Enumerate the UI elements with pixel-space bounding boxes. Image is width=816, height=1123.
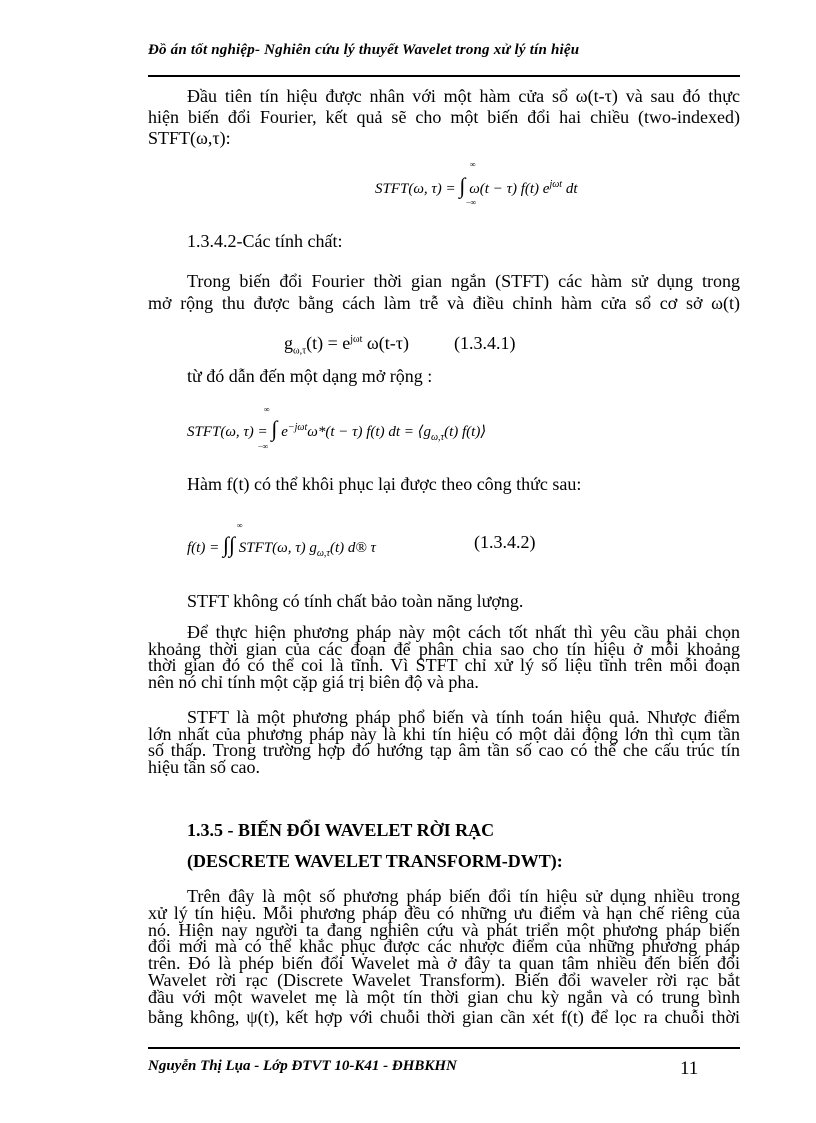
paragraph-line: nó. Hiện nay người ta đang nghiên cứu và phát triển một phương pháp biến (148, 920, 740, 940)
equation-1-3-4-1: $g_{\omega,\tau}(t) = e^{j\omega t}$ ω(t-τ) (284, 333, 409, 357)
paragraph-line: thời gian đó có thể coi là tĩnh. Vì STFT chỉ xử lý số liệu tĩnh trên mỗi đoạn (148, 655, 740, 675)
page-number: 11 (680, 1058, 699, 1079)
section-heading: (DESCRETE WAVELET TRANSFORM-DWT): (187, 851, 563, 871)
paragraph-line: Hàm f(t) có thể khôi phục lại được theo công thức sau: (187, 474, 582, 494)
header-rule (148, 75, 740, 77)
integral-sign: ∫ (459, 173, 466, 198)
paragraph-line: từ đó dẫn đến một dạng mở rộng : (187, 366, 433, 386)
integral-sign: ∫ (271, 416, 278, 441)
paragraph-line: xử lý tín hiệu. Mỗi phương pháp đều có những ưu điểm và hạn chế riêng của (148, 903, 740, 923)
equation-1-3-4-2: f(t) = ∫∫ STFT(ω, τ) $g_{\omega,\tau}(t)$ d® τ (187, 532, 376, 559)
paragraph-line: Đầu tiên tín hiệu được nhân với một hàm cửa sổ ω(t-τ) và sau đó thực (187, 86, 740, 106)
paragraph-line: STFT(ω,τ): (148, 128, 231, 148)
subsection-title: 1.3.4.2-Các tính chất: (187, 231, 343, 251)
equation-number: (1.3.4.2) (474, 532, 536, 552)
paragraph-line: hiệu tần số cao. (148, 757, 260, 777)
section-heading: 1.3.5 - BIẾN ĐỔI WAVELET RỜI RẠC (187, 820, 495, 840)
paragraph-line: hiện biến đổi Fourier, kết quả sẽ cho một biến đổi hai chiều (two-indexed) (148, 107, 740, 127)
paragraph-line: Để thực hiện phương pháp này một cách tốt nhất thì yêu cầu phải chọn (187, 622, 740, 642)
footer-author: Nguyễn Thị Lụa - Lớp ĐTVT 10-K41 - ĐHBKHN (148, 1058, 457, 1074)
equation-number: (1.3.4.1) (454, 333, 516, 353)
paragraph-line: Trong biến đổi Fourier thời gian ngắn (STFT) các hàm sử dụng trong (187, 271, 740, 291)
paragraph-line: bằng không, ψ(t), kết hợp với chuỗi thời gian cần xét f(t) để lọc ra chuỗi thời (148, 1007, 740, 1027)
double-integral-sign: ∫∫ (222, 532, 236, 557)
paragraph-line: mở rộng thu được bằng cách làm trễ và điều chỉnh hàm cửa sổ cơ sở ω(t) (148, 293, 740, 313)
equation-stft: STFT(ω, τ) = ∫ ω(t − τ) f(t) $e^{j\omega t}$ dt (375, 173, 578, 198)
paragraph-line: STFT là một phương pháp phổ biến và tính toán hiệu quả. Nhược điểm (187, 707, 740, 727)
paragraph-line: đầu với một wavelet mẹ là một tín thời gian chu kỳ ngắn và có trung bình (148, 987, 740, 1007)
running-header: Đồ án tốt nghiệp- Nghiên cứu lý thuyết Wavelet trong xử lý tín hiệu (148, 42, 580, 58)
paragraph-line: Wavelet rời rạc (Discrete Wavelet Transform). Biến đổi waveler rời rạc bắt (148, 970, 740, 990)
paragraph-line: Trên đây là một số phương pháp biến đổi tín hiệu sử dụng nhiều trong (187, 886, 740, 906)
equation-stft-inner-product: STFT(ω, τ) = ∫ $e^{-j\omega t}\omega*(t - \tau)$ f(t) dt = $⟨g_{\omega,\tau}(t)$ f(t)⟩ (187, 416, 487, 443)
paragraph-line: lớn nhất của phương pháp này là khi tín hiệu có một dải động lớn thì cụm tần (148, 724, 740, 744)
paragraph-line: khoảng thời gian của các đoạn để phân chia sao cho tín hiệu ở mỗi khoảng (148, 639, 740, 659)
footer-rule (148, 1047, 740, 1049)
paragraph-line: đổi mới mà có thể khắc phục được các nhược điểm của những phương pháp (148, 936, 740, 956)
paragraph-line: STFT không có tính chất bảo toàn năng lượng. (187, 591, 524, 611)
paragraph-line: trên. Đó là phép biến đổi Wavelet mà ở đây ta quan tâm nhiều đến biến đổi (148, 953, 740, 973)
paragraph-line: số thấp. Trong trường hợp đó hướng tạp âm tần số cao có thể che cấu trúc tín (148, 740, 740, 760)
paragraph-line: nên nó chỉ tính một cặp giá trị biên độ và pha. (148, 672, 479, 692)
